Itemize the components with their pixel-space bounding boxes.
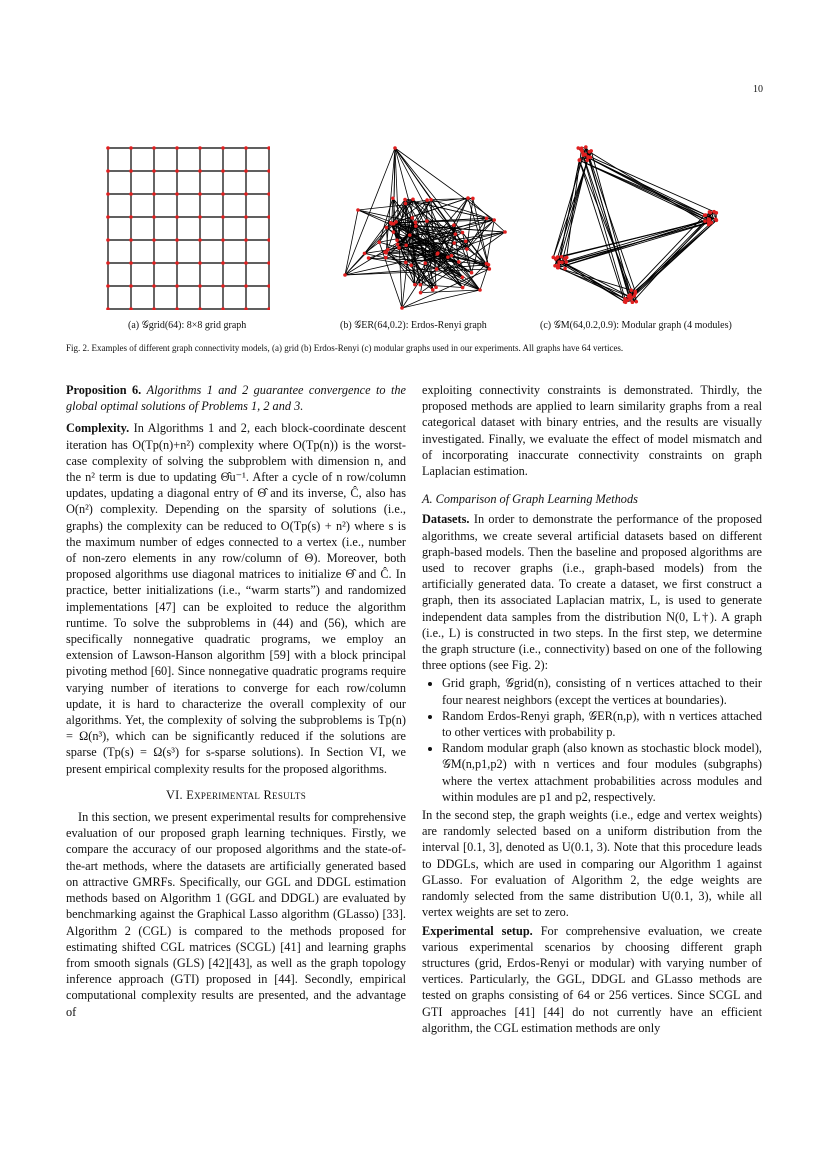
graph-vertex — [704, 213, 708, 217]
graph-edge — [562, 219, 708, 262]
graph-vertex — [408, 233, 412, 237]
graph-vertex — [175, 284, 179, 288]
graph-vertex — [410, 216, 414, 220]
graph-vertex — [244, 192, 248, 196]
graph-vertex — [106, 146, 110, 150]
graph-vertex — [714, 217, 718, 221]
section-heading: VI. Experimental Results — [165, 787, 307, 802]
intro-continuation: exploiting connectivity constraints is demonstrated. Thirdly, the proposed methods are applied to learn similarity graphs from a real categorical dataset with binary entries, and the results are visually investigated. Finally, we evaluate the effect of model mismatch and of incorporating inaccurate connectivity constraints on graph Laplacian estimation. — [422, 383, 762, 479]
graph-vertex — [464, 239, 468, 243]
graph-edge — [558, 221, 705, 267]
graph-vertex — [419, 291, 423, 295]
graph-vertex — [152, 261, 156, 265]
graph-vertex — [631, 300, 635, 304]
modular-graph — [545, 140, 725, 310]
proposition-label: Proposition 6. — [66, 383, 142, 397]
graph-vertex — [244, 284, 248, 288]
graph-vertex — [471, 197, 475, 201]
graph-vertex — [106, 261, 110, 265]
graph-vertex — [712, 210, 716, 214]
graph-vertex — [152, 307, 156, 310]
graph-vertex — [267, 146, 270, 150]
graph-vertex — [414, 224, 418, 228]
graph-vertex — [404, 202, 408, 206]
graph-vertex — [551, 256, 555, 260]
graph-vertex — [461, 286, 465, 290]
graph-vertex — [221, 192, 225, 196]
graph-vertex — [106, 307, 110, 310]
subfigure-label-modular: (c) 𝒢M(64,0.2,0.9): Modular graph (4 modules) — [540, 320, 732, 331]
graph-vertex — [395, 238, 399, 242]
graph-vertex — [581, 152, 585, 156]
graph-vertex — [564, 260, 568, 264]
graph-vertex — [129, 146, 133, 150]
graph-vertex — [106, 192, 110, 196]
graph-vertex — [435, 267, 439, 271]
graph-vertex — [454, 232, 458, 236]
graph-vertex — [363, 252, 367, 256]
setup-paragraph — [422, 923, 762, 1036]
graph-vertex — [244, 146, 248, 150]
graph-vertex — [152, 238, 156, 242]
proposition-text: Algorithms 1 and 2 guarantee convergence to the global optimal solutions of Problems 1, 2 and 3. — [66, 383, 406, 414]
datasets-label: Datasets. — [422, 512, 470, 527]
graph-vertex — [633, 294, 637, 298]
graph-vertex — [623, 300, 627, 304]
graph-edge — [591, 151, 631, 298]
graph-vertex — [129, 261, 133, 265]
proposition — [66, 382, 406, 414]
graph-vertex — [560, 261, 564, 265]
graph-vertex — [106, 284, 110, 288]
graph-vertex — [589, 156, 593, 160]
graph-vertex — [393, 146, 397, 150]
graph-vertex — [152, 192, 156, 196]
graph-vertex — [267, 215, 270, 219]
figure-caption: Fig. 2. Examples of different graph connectivity models, (a) grid (b) Erdos-Renyi (c) modular graphs used in our experiments. All graphs have 64 vertices. — [66, 343, 624, 353]
graph-vertex — [267, 307, 270, 310]
graph-vertex — [404, 243, 408, 247]
graph-edge — [558, 160, 580, 267]
graph-vertex — [391, 196, 395, 200]
graph-vertex — [450, 254, 454, 258]
graph-vertex — [563, 267, 567, 271]
graph-vertex — [628, 297, 632, 301]
graph-vertex — [485, 216, 489, 220]
graph-vertex — [457, 260, 461, 264]
graph-edge — [402, 290, 480, 308]
graph-vertex — [198, 307, 202, 310]
graph-vertex — [152, 284, 156, 288]
graph-vertex — [633, 290, 637, 294]
complexity-paragraph — [66, 420, 406, 776]
section-intro: In this section, we present experimental results for comprehensive evaluation of our proposed graph learning techniques. Firstly, we compare the accuracy of our proposed algorithms and the state-of-the-art methods, where the datasets are artificially generated based on attractive GMRFs. Specifically, our GGL and DDGL estimation methods based on Algorithm 1 (GGL and DDGL) are evaluated by benchmarking against the Graphical Lasso algorithm (GLasso) [33]. Algorithm 2 (CGL) is compared to the methods proposed for estimating shifted CGL matrices (SCGL) [41] and learning graphs from smooth signals (GLS) [42][43], as well as the graph topology inference approach (GTI) proposed in [44]. Secondly, empirical computational complexity results are presented, and the advantage of — [66, 810, 406, 1019]
graph-model-list — [422, 675, 762, 805]
graph-vertex — [384, 251, 388, 255]
graph-vertex — [267, 261, 270, 265]
graph-edge — [625, 215, 705, 299]
graph-vertex — [708, 211, 712, 215]
graph-vertex — [152, 169, 156, 173]
graph-vertex — [221, 307, 225, 310]
graph-edge — [431, 200, 494, 220]
graph-edge — [555, 160, 587, 265]
graph-vertex — [221, 261, 225, 265]
graph-vertex — [175, 215, 179, 219]
list-item: • Random Erdos-Renyi graph, 𝒢ER(n,p), with n vertices attached to other vertices with probability p. — [442, 708, 762, 740]
graph-vertex — [129, 307, 133, 310]
graph-vertex — [343, 273, 347, 277]
datasets-paragraph — [422, 511, 762, 673]
graph-edge — [345, 210, 358, 275]
setup-text: For comprehensive evaluation, we create various experimental scenarios by choosing different graph structures (grid, Erdos-Renyi or modular) with varying number of vertices. Particularly, the GGL, DDGL and GLasso methods are tested on graphs consisting of 64 or 256 vertices. Since SCGL and GTI approaches [41] [44] do not currently have an efficient algorithm, the CGL estimation methods are only — [422, 923, 762, 1035]
graph-vertex — [198, 192, 202, 196]
graph-vertex — [431, 288, 435, 292]
setup-label: Experimental setup. — [422, 923, 533, 938]
graph-vertex — [377, 240, 381, 244]
subsection-heading: A. Comparison of Graph Learning Methods — [422, 492, 638, 507]
graph-vertex — [356, 208, 360, 212]
graph-vertex — [198, 215, 202, 219]
graph-vertex — [175, 261, 179, 265]
complexity-label: Complexity. — [66, 421, 130, 436]
graph-vertex — [411, 197, 415, 201]
graph-vertex — [198, 261, 202, 265]
datasets-text: In order to demonstrate the performance of the proposed algorithms, we create several artificial datasets based on different graph-based models. Then the baseline and proposed algorithms are used to recover graphs (i.e., graph-based models) from the artificially generated data. To create a dataset, we first construct a graph, then its associated Laplacian matrix, L, is used to generate independent data samples from the distribution N(0, L†). A graph (i.e., L) is constructed in two steps. In the first step, we determine the graph structure (i.e., connectivity) based on one of the following three options (see Fig. 2): — [422, 512, 762, 673]
list-item: • Grid graph, 𝒢grid(n), consisting of n vertices attached to their four nearest neighbors (except the vertices at boundaries). — [442, 675, 762, 707]
graph-vertex — [707, 220, 711, 224]
graph-vertex — [425, 219, 429, 223]
graph-vertex — [198, 169, 202, 173]
graph-vertex — [221, 146, 225, 150]
graph-vertex — [129, 215, 133, 219]
graph-vertex — [267, 238, 270, 242]
graph-vertex — [244, 215, 248, 219]
graph-edge — [589, 152, 708, 225]
graph-vertex — [423, 261, 427, 265]
graph-vertex — [488, 267, 492, 271]
graph-vertex — [461, 276, 465, 280]
grid-graph — [100, 140, 270, 310]
graph-vertex — [244, 169, 248, 173]
graph-vertex — [409, 263, 413, 267]
graph-vertex — [425, 198, 429, 202]
graph-vertex — [400, 306, 404, 310]
graph-vertex — [129, 169, 133, 173]
graph-vertex — [221, 169, 225, 173]
graph-vertex — [267, 192, 270, 196]
graph-vertex — [429, 198, 433, 202]
graph-vertex — [106, 169, 110, 173]
graph-vertex — [221, 215, 225, 219]
graph-vertex — [175, 238, 179, 242]
page-number: 10 — [753, 84, 763, 95]
graph-vertex — [452, 223, 456, 227]
complexity-text: In Algorithms 1 and 2, each block-coordinate descent iteration has O(Tp(n)+n²) complexity where O(Tp(n)) is the worst-case complexity of solving the subproblem with dimension n, and the n² term is due to updating Θ̂u⁻¹. After a cycle of n row/column updates, updating a diagonal entry of Θ̂ and its inverse, Ĉ, also has O(n²) complexity. Depending on the sparsity of solutions (i.e., graphs) the complexity can be reduced to O(Tp(s) + n²) where s is the maximum number of edges connected to a vertex (i.e., number of non-zero elements in any row/column of Θ). Moreover, both proposed algorithms use diagonal matrices to initialize Θ̂ and Ĉ. In practice, better initializations (i.e., “warm starts”) and randomized implementations [47] can be exploited to reduce the algorithm runtime. To solve the subproblems in (44) and (56), which are specifically nonnegative quadratic programs, we employ an extension of Lawson-Hanson algorithm [59] with a block principal pivoting method [60]. Since nonnegative quadratic programs require varying number of iterations to converge for each row/column update, it is hard to characterize the overall complexity of our algorithms. Yet, the complexity of solving the subproblems is Tp(n) = Ω(n³), which can be significantly reduced if the solutions are sparse (Tp(s) = Ω(s³) for s-sparse solutions). In Section VI, we present empirical complexity results for the proposed algorithms. — [66, 421, 406, 776]
graph-vertex — [446, 255, 450, 259]
graph-vertex — [461, 231, 465, 235]
graph-vertex — [584, 145, 588, 149]
graph-vertex — [578, 158, 582, 162]
erdos-renyi-graph — [340, 140, 510, 310]
left-column — [66, 382, 406, 1022]
graph-vertex — [466, 196, 470, 200]
graph-vertex — [175, 169, 179, 173]
subfigure-label-er: (b) 𝒢ER(64,0.2): Erdos-Renyi graph — [340, 320, 487, 331]
graph-vertex — [392, 230, 396, 234]
graph-vertex — [560, 255, 564, 259]
graph-vertex — [244, 238, 248, 242]
graph-vertex — [386, 248, 390, 252]
graph-vertex — [152, 146, 156, 150]
graph-vertex — [397, 246, 401, 250]
graph-vertex — [563, 257, 567, 261]
right-column — [422, 382, 762, 1038]
graph-vertex — [221, 238, 225, 242]
graph-vertex — [404, 261, 408, 265]
graph-vertex — [634, 300, 638, 304]
graph-vertex — [703, 219, 707, 223]
graph-vertex — [244, 307, 248, 310]
graph-edge — [630, 219, 709, 299]
graph-vertex — [465, 247, 469, 251]
graph-vertex — [503, 230, 507, 234]
figure-2 — [100, 140, 760, 320]
graph-edge — [586, 147, 629, 296]
graph-vertex — [576, 146, 580, 150]
graph-vertex — [585, 159, 589, 163]
graph-vertex — [419, 283, 423, 287]
graph-vertex — [129, 192, 133, 196]
subfigure-label-grid: (a) 𝒢grid(64): 8×8 grid graph — [128, 320, 247, 331]
graph-vertex — [396, 242, 400, 246]
graph-edge — [395, 148, 494, 220]
graph-vertex — [629, 288, 633, 292]
graph-vertex — [198, 284, 202, 288]
graph-vertex — [385, 226, 389, 230]
graph-vertex — [436, 251, 440, 255]
graph-vertex — [175, 192, 179, 196]
graph-vertex — [198, 238, 202, 242]
graph-vertex — [413, 283, 417, 287]
graph-vertex — [403, 198, 407, 202]
graph-vertex — [589, 149, 593, 153]
graph-edge — [420, 285, 462, 288]
graph-vertex — [129, 284, 133, 288]
graph-vertex — [414, 221, 418, 225]
graph-vertex — [267, 169, 270, 173]
graph-vertex — [267, 284, 270, 288]
graph-vertex — [198, 146, 202, 150]
graph-vertex — [389, 221, 393, 225]
graph-vertex — [152, 215, 156, 219]
graph-vertex — [434, 286, 438, 290]
graph-vertex — [394, 220, 398, 224]
graph-vertex — [487, 263, 491, 267]
graph-vertex — [175, 146, 179, 150]
graph-edge — [583, 155, 716, 220]
graph-vertex — [492, 218, 496, 222]
graph-vertex — [452, 241, 456, 245]
graph-vertex — [478, 288, 482, 292]
graph-vertex — [106, 238, 110, 242]
graph-vertex — [244, 261, 248, 265]
graph-vertex — [470, 271, 474, 275]
graph-vertex — [367, 256, 371, 260]
graph-edge — [345, 253, 364, 275]
graph-vertex — [221, 284, 225, 288]
graph-vertex — [557, 266, 561, 270]
list-item: • Random modular graph (also known as stochastic block model), 𝒢M(n,p1,p2) with n vertices and four modules (subgraphs) where the vertex attachment probabilities across modules and within modules are p1 and p2, respectively. — [442, 740, 762, 805]
second-step-paragraph: In the second step, the graph weights (i.e., edge and vertex weights) are randomly selected based on a uniform distribution from the interval [0.1, 3], denoted as U(0.1, 3). Note that this procedure leads to DDGLs, which are used in comparing our Algorithm 1 against GLasso. For evaluation of Algorithm 2, the edge weights are randomly selected from the same distribution U(0.1, 3), while all vertex weights are set to zero. — [422, 808, 762, 920]
graph-vertex — [384, 256, 388, 260]
graph-vertex — [106, 215, 110, 219]
graph-vertex — [129, 238, 133, 242]
graph-vertex — [175, 307, 179, 310]
